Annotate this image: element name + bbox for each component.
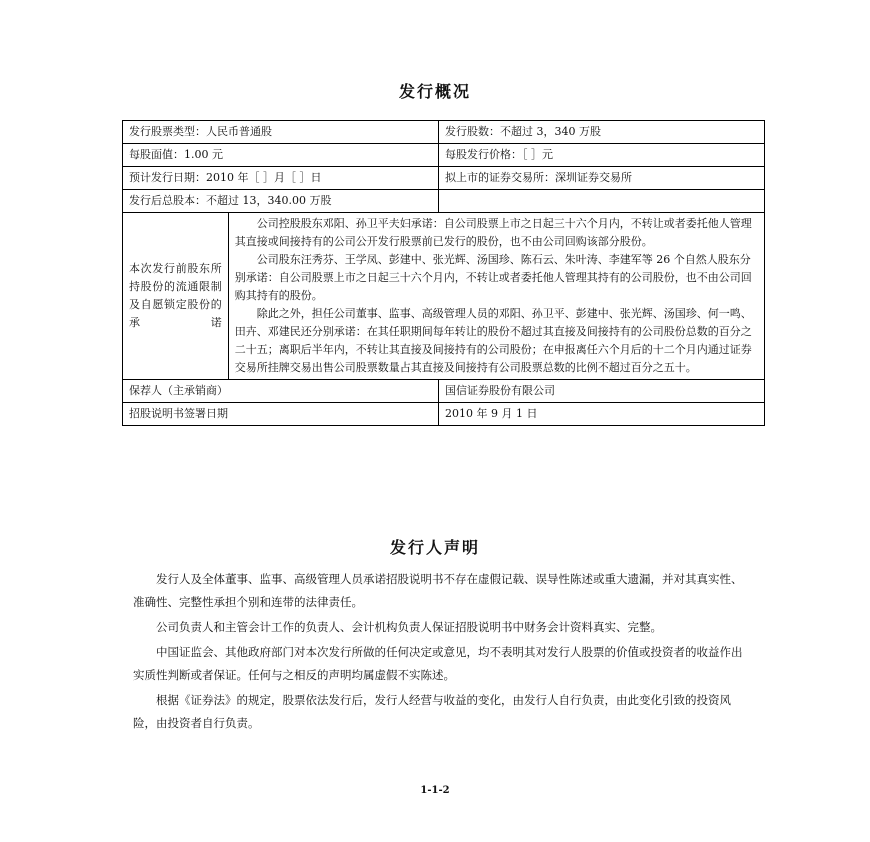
declaration-paragraph: 公司负责人和主管会计工作的负责人、会计机构负责人保证招股说明书中财务会计资料真实、完整。 [156, 620, 662, 634]
table-row [123, 121, 765, 144]
table-row [123, 167, 765, 190]
table-cell: 发行股数：不超过 3，340 万股 [439, 121, 765, 144]
table-cell: 发行股票类型：人民币普通股 [123, 121, 439, 144]
table-cell: 每股面值：1.00 元 [123, 144, 439, 167]
table-row [123, 403, 765, 426]
table-cell: 发行后总股本：不超过 13，340.00 万股 [123, 190, 439, 213]
table-cell [439, 190, 765, 213]
declaration-paragraph: 根据《证券法》的规定，股票依法发行后，发行人经营与收益的变化，由发行人自行负责，由此变化引致的投资风险，由投资者自行负责。 [133, 693, 731, 730]
table-cell: 保荐人（主承销商） [123, 380, 439, 403]
table-row [123, 190, 765, 213]
table-cell: 2010 年 9 月 1 日 [439, 403, 765, 426]
table-cell: 每股发行价格：［ ］元 [439, 144, 765, 167]
commitment-paragraph: 公司控股股东邓阳、孙卫平夫妇承诺：自公司股票上市之日起三十六个月内，不转让或者委托他人管理其直接或间接持有的公司公开发行股票前已发行的股份，也不由公司回购该部分股份。 [234, 217, 752, 248]
commitment-label: 本次发行前股东所持股份的流通限制及自愿锁定股份的承诺 [123, 213, 229, 380]
offering-table [122, 120, 765, 426]
page-number: 1-1-2 [420, 785, 450, 796]
section-title: 发行人声明 [389, 538, 480, 557]
declaration-paragraph: 中国证监会、其他政府部门对本次发行所做的任何决定或意见，均不表明其对发行人股票的价值或投资者的收益作出实质性判断或者保证。任何与之相反的声明均属虚假不实陈述。 [133, 645, 743, 682]
table-row [123, 380, 765, 403]
declaration-paragraph: 发行人及全体董事、监事、高级管理人员承诺招股说明书不存在虚假记载、误导性陈述或重大遗漏，并对其真实性、准确性、完整性承担个别和连带的法律责任。 [133, 572, 743, 609]
table-row [123, 144, 765, 167]
table-cell: 招股说明书签署日期 [123, 403, 439, 426]
commitment-content [228, 213, 764, 380]
page-title: 发行概况 [398, 82, 471, 101]
declaration-body [133, 568, 753, 737]
commitment-paragraph: 公司股东汪秀芬、王学凤、彭建中、张光辉、汤国珍、陈石云、朱叶涛、李建军等 26 个自然人股东分别承诺：自公司股票上市之日起三十六个月内，不转让或者委托他人管理其持有的公司股份，也不由公司回购其持有的股份。 [234, 253, 752, 302]
table-cell: 拟上市的证券交易所：深圳证券交易所 [439, 167, 765, 190]
table-cell: 预计发行日期：2010 年［ ］月［ ］日 [123, 167, 439, 190]
table-row [123, 213, 765, 380]
table-cell: 国信证券股份有限公司 [439, 380, 765, 403]
commitment-paragraph: 除此之外，担任公司董事、监事、高级管理人员的邓阳、孙卫平、彭建中、张光辉、汤国珍、何一鸣、田卉、邓建民还分别承诺：在其任职期间每年转让的股份不超过其直接及间接持有的公司股份总数的百分之二十五；离职后半年内，不转让其直接及间接持有的公司股份；在申报离任六个月后的十二个月内通过证券交易所挂牌交易出售公司股票数量占其直接及间接持有公司股票总数的比例不超过百分之五十。 [234, 307, 752, 374]
